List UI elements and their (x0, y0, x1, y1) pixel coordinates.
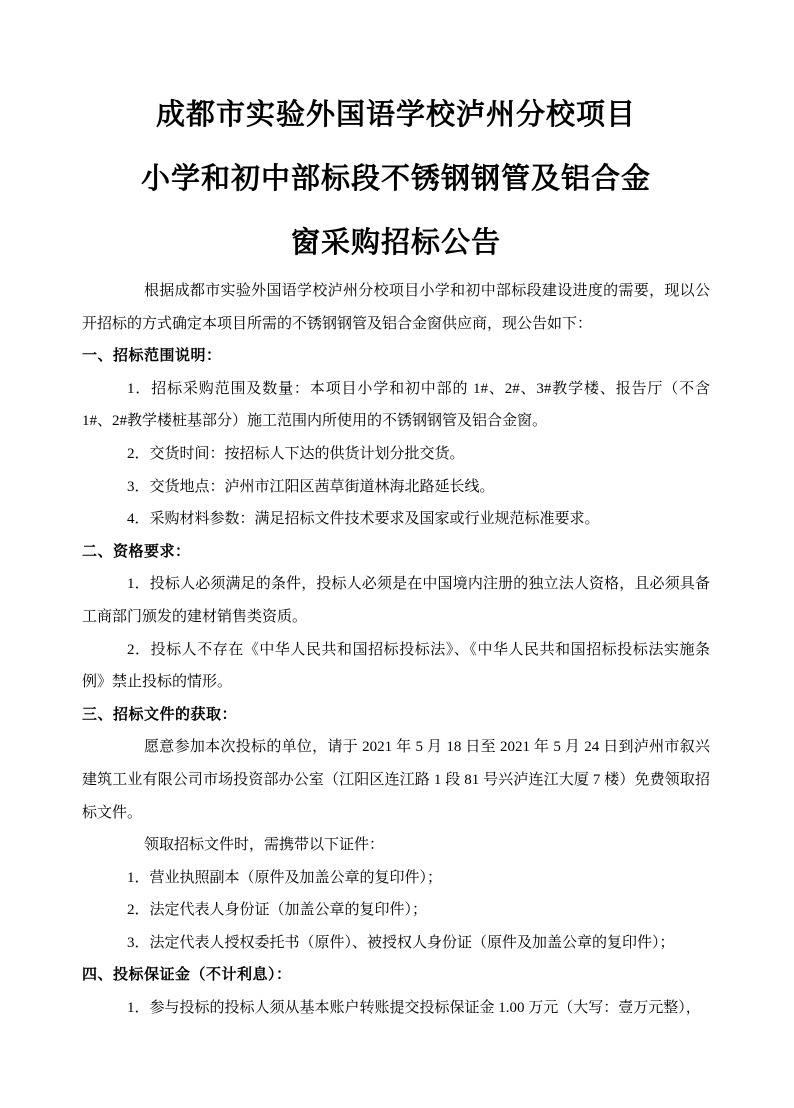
body-paragraph: 根据成都市实验外国语学校泸州分校项目小学和初中部标段建设进度的需要，现以公开招标的方式确定本项目所需的不锈钢钢管及铝合金窗供应商，现公告如下： (82, 283, 710, 332)
title-line-1: 成都市实验外国语学校泸州分校项目 (155, 99, 636, 131)
section-heading: 一、招标范围说明： (82, 347, 222, 365)
numbered-item: 1．投标人必须满足的条件，投标人必须是在中国境内注册的独立法人资格，且必须具备工商部门颁发的建材销售类资质。 (82, 576, 710, 625)
numbered-item: 3．法定代表人授权委托书（原件）、被授权人身份证（原件及加盖公章的复印件）； (127, 934, 675, 951)
numbered-item: 2．投标人不存在《中华人民共和国招标投标法》、《中华人民共和国招标投标法实施条例》禁止投标的情形。 (82, 641, 710, 691)
numbered-item: 1．营业执照副本（原件及加盖公章的复印件）； (127, 869, 443, 886)
numbered-item: 2．交货时间：按招标人下达的供货计划分批交货。 (127, 445, 465, 462)
document-title (82, 83, 710, 275)
section-heading: 二、资格要求： (82, 542, 191, 560)
title-line-3: 窗采购招标公告 (290, 227, 501, 259)
title-line-2: 小学和初中部标段不锈钢钢管及铝合金 (140, 163, 651, 195)
numbered-item: 3．交货地点：泸州市江阳区茜草街道林海北路延长线。 (127, 478, 495, 495)
numbered-item: 2．法定代表人身份证（加盖公章的复印件）； (127, 902, 428, 919)
body-paragraph: 领取招标文件时，需携带以下证件： (144, 837, 385, 854)
numbered-item: 1．招标采购范围及数量：本项目小学和初中部的 1#、2#、3#教学楼、报告厅（不含 1#、2#教学楼桩基部分）施工范围内所使用的不锈钢钢管及铝合金窗。 (82, 380, 710, 430)
section-heading: 三、招标文件的获取： (82, 705, 238, 723)
numbered-item: 1．参与投标的投标人须从基本账户转账提交投标保证金 1.00 万元（大写：壹万元整）， (127, 1000, 701, 1017)
section-heading: 四、投标保证金（不计利息）： (82, 966, 292, 984)
body-paragraph: 愿意参加本次投标的单位，请于 2021 年 5 月 18 日至 2021 年 5 月 24 日到泸州市叙兴建筑工业有限公司市场投资部办公室（江阳区连江路 1 段 81 号兴泸连江大厦 7 楼）免费领取招标文件。 (82, 739, 710, 821)
document-body (82, 275, 710, 1025)
numbered-item: 4．采购材料参数：满足招标文件技术要求及国家或行业规范标准要求。 (127, 511, 600, 528)
